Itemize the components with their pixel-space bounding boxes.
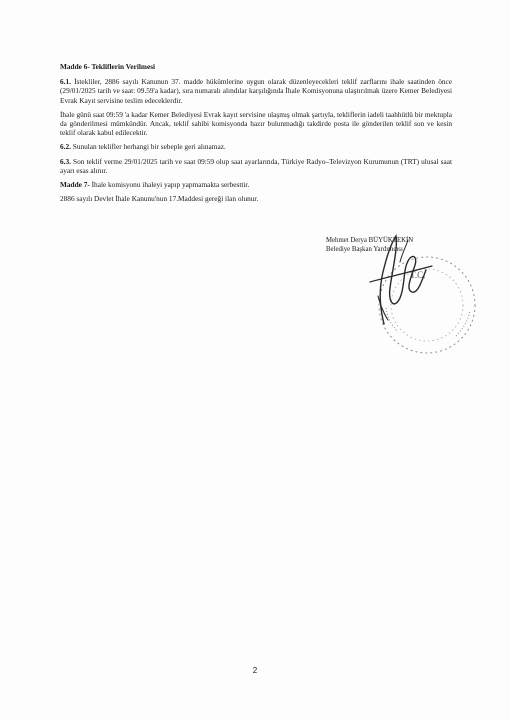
paragraph-6-3 xyxy=(60,157,452,175)
paragraph-text: İhale komisyonu ihaleyi yapıp yapmamakta serbesttir. xyxy=(91,180,250,190)
paragraph-ihale-gunu: İhale günü saat 09:59 'a kadar Kemer Belediyesi Evrak kayıt servisine ulaşmış olmak şartıyla, tekliflerin iadeli taahhütlü bir mektupla da gönderilmesi mümkündür. Ancak, teklif sahibi komisyonda hazır bulunmadığı takdirde posta ile gönderilen teklif son ve kesin teklif olarak kabul edilecektir. xyxy=(60,109,452,138)
section-heading: Madde 6- Tekliflerin Verilmesi xyxy=(60,62,156,71)
paragraph-text: Sunulan teklifler herhangi bir sebeple geri alınamaz. xyxy=(72,142,226,152)
page-number: 2 xyxy=(252,666,258,675)
handwritten-signature xyxy=(340,228,450,328)
signatory-name: Mehmet Derya BÜYÜKTEKİN xyxy=(326,237,414,244)
paragraph-madde-7 xyxy=(60,180,452,189)
paragraph-text: İstekliler, 2886 sayılı Kanunun 37. madde hükümlerine uygun olarak düzenleyecekleri teklif zarflarını ihale saatinden önce (29/01/2025 tarih ve saat: 09.59'a kadar), sıra numaralı alındılar karşılığında İhale Komisyonuna ulaştırılmak üzere Kemer Belediyesi Evrak Kayıt servisine teslim edeceklerdir. xyxy=(60,77,453,105)
paragraph-number: 6.3. xyxy=(60,156,71,166)
paragraph-text: Son teklif verme 29/01/2025 tarih ve saat 09:59 olup saat ayarlarında, Türkiye Radyo–Televizyon Kurumunun (TRT) ulusal saat ayarı esas alınır. xyxy=(60,156,452,175)
paragraph-6-2 xyxy=(60,142,452,151)
signatory-title: Belediye Başkan Yardımcısı xyxy=(326,245,403,253)
paragraph-6-1 xyxy=(60,77,452,105)
article-label: Madde 7- xyxy=(60,180,90,190)
stamp-text: T.C. xyxy=(410,270,426,280)
document-body xyxy=(60,62,452,208)
closing-statement: 2886 sayılı Devlet İhale Kanunu'nun 17.Maddesi gereği ilan olunur. xyxy=(60,194,259,204)
paragraph-number: 6.2. xyxy=(60,142,71,152)
paragraph-number: 6.1. xyxy=(60,77,71,87)
